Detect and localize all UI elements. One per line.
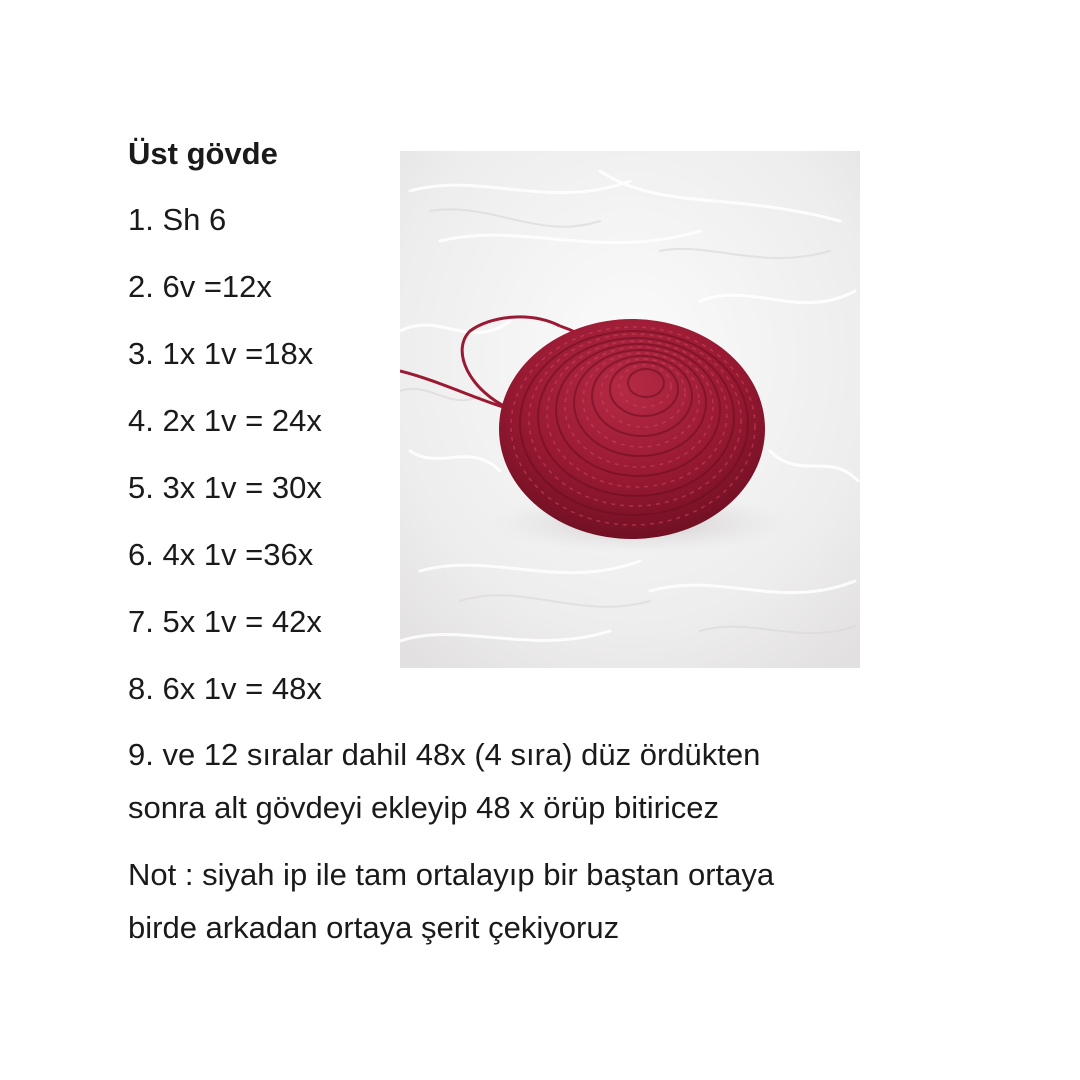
step-9-paragraph <box>128 728 948 834</box>
step-9-line-2: sonra alt gövdeyi ekleyip 48 x örüp bitiricez <box>128 790 720 825</box>
section-title: Üst gövde <box>128 136 278 171</box>
note-line-1: Not : siyah ip ile tam ortalayıp bir baştan ortaya <box>128 857 775 892</box>
step-2: 2. 6v =12x <box>128 269 272 304</box>
step-1: 1. Sh 6 <box>128 202 227 237</box>
crochet-photo <box>400 151 860 668</box>
step-9-line-1: 9. ve 12 sıralar dahil 48x (4 sıra) düz ördükten <box>128 737 761 772</box>
note-paragraph <box>128 848 948 954</box>
step-3: 3. 1x 1v =18x <box>128 336 314 371</box>
step-8: 8. 6x 1v = 48x <box>128 671 322 706</box>
step-6: 6. 4x 1v =36x <box>128 537 314 572</box>
note-line-2: birde arkadan ortaya şerit çekiyoruz <box>128 910 620 945</box>
crochet-dome-image <box>400 151 860 668</box>
step-5: 5. 3x 1v = 30x <box>128 470 322 505</box>
step-4: 4. 2x 1v = 24x <box>128 403 322 438</box>
step-7: 7. 5x 1v = 42x <box>128 604 322 639</box>
